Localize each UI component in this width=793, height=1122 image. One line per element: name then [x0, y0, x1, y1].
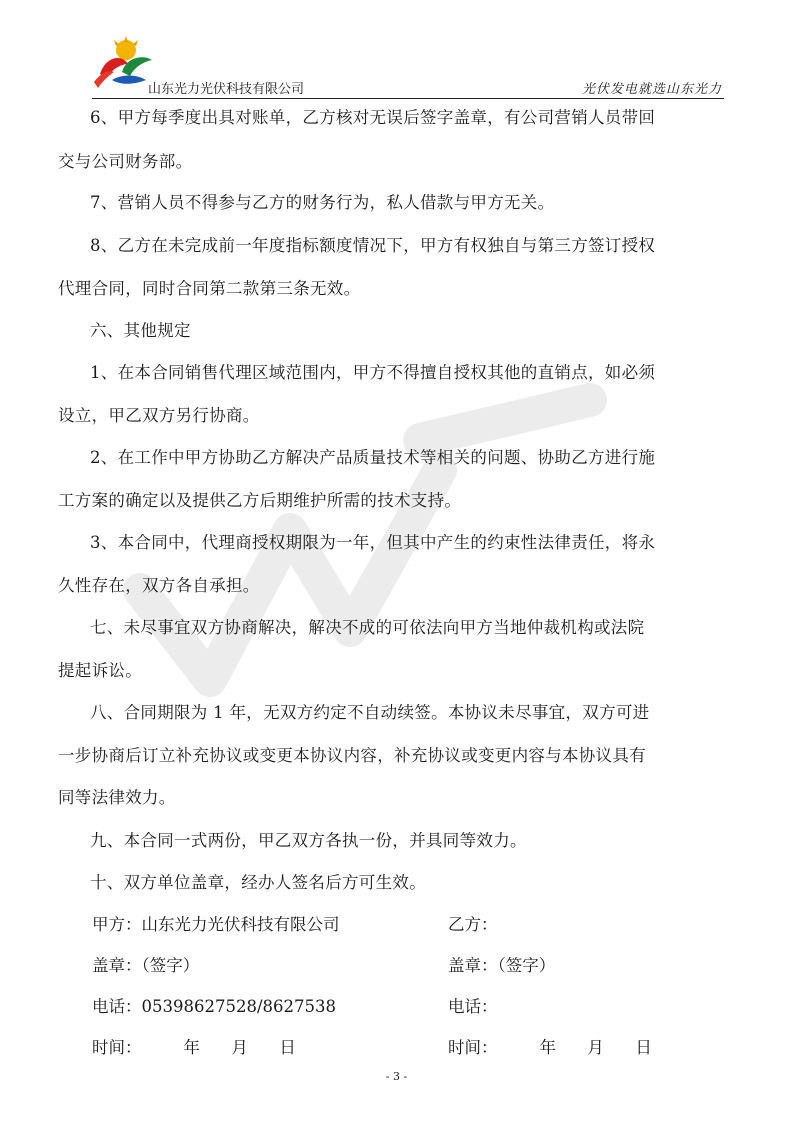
paragraph-6 [58, 104, 750, 128]
paragraph-line: 交与公司财务部。 [58, 152, 193, 171]
page-number: - 3 - [385, 1070, 408, 1083]
paragraph-line: 九、本合同一式两份，甲乙双方各执一份，并具同等效力。 [90, 831, 527, 850]
paragraph-line: 2、在工作中甲方协助乙方解决产品质量技术等相关的问题、协助乙方进行施 [90, 448, 656, 467]
paragraph-line: 6、甲方每季度出具对账单，乙方核对无误后签字盖章，有公司营销人员带回 [90, 108, 656, 127]
paragraph-line: 一步协商后订立补充协议或变更本协议内容，补充协议或变更内容与本协议具有 [58, 746, 646, 765]
party-b-date: 时间： 年 月 日 [448, 1038, 652, 1057]
paragraph-1 [58, 359, 750, 383]
section-nine [58, 827, 750, 851]
section-eight-cont [58, 742, 718, 766]
paragraph-8-cont [58, 275, 718, 299]
paragraph-6-cont [58, 148, 718, 172]
party-b-seal: 盖章：（签字） [448, 956, 556, 975]
section-eight-cont2 [58, 784, 718, 808]
section-seven [58, 614, 750, 638]
paragraph-3 [58, 529, 750, 553]
paragraph-line: 代理合同，同时合同第二款第三条无效。 [58, 279, 361, 298]
paragraph-2-cont [58, 487, 718, 511]
header-slogan: 光伏发电就选山东光力 [581, 82, 722, 97]
party-b-name: 乙方： [448, 915, 498, 934]
paragraph-line: 3、本合同中，代理商授权期限为一年，但其中产生的约束性法律责任，将永 [90, 533, 656, 552]
paragraph-7 [58, 189, 750, 213]
paragraph-3-cont [58, 572, 718, 596]
paragraph-line: 十、双方单位盖章，经办人签名后方可生效。 [90, 873, 426, 892]
party-a-seal: 盖章：（签字） [92, 956, 200, 975]
paragraph-line: 7、营销人员不得参与乙方的财务行为，私人借款与甲方无关。 [90, 193, 555, 212]
paragraph-line: 设立，甲乙双方另行协商。 [58, 406, 260, 425]
section-ten [58, 869, 750, 893]
paragraph-8 [58, 232, 750, 256]
paragraph-line: 久性存在，双方各自承担。 [58, 576, 260, 595]
paragraph-line: 提起诉讼。 [58, 661, 142, 680]
section-heading: 六、其他规定 [90, 321, 191, 340]
paragraph-line: 工方案的确定以及提供乙方后期维护所需的技术支持。 [58, 491, 462, 510]
paragraph-line: 8、乙方在未完成前一年度指标额度情况下，甲方有权独自与第三方签订授权 [90, 236, 656, 255]
party-a-phone: 电话：05398627528/8627538 [92, 997, 337, 1016]
paragraph-line: 同等法律效力。 [58, 788, 176, 807]
paragraph-line: 八、合同期限为 1 年，无双方约定不自动续签。本协议未尽事宜，双方可进 [90, 703, 650, 722]
party-a-name: 甲方：山东光力光伏科技有限公司 [92, 915, 340, 934]
paragraph-line: 1、在本合同销售代理区域范围内，甲方不得擅自授权其他的直销点，如必须 [90, 363, 656, 382]
paragraph-line: 七、未尽事宜双方协商解决，解决不成的可依法向甲方当地仲裁机构或法院 [90, 618, 645, 637]
page-header [92, 30, 724, 99]
party-b-phone: 电话： [448, 997, 498, 1016]
section-other-provisions [58, 317, 750, 341]
section-seven-cont [58, 657, 718, 681]
paragraph-2 [58, 444, 750, 468]
section-eight [58, 699, 750, 723]
paragraph-1-cont [58, 402, 718, 426]
party-a-date: 时间： 年 月 日 [92, 1038, 296, 1057]
company-name: 山东光力光伏科技有限公司 [148, 82, 305, 97]
